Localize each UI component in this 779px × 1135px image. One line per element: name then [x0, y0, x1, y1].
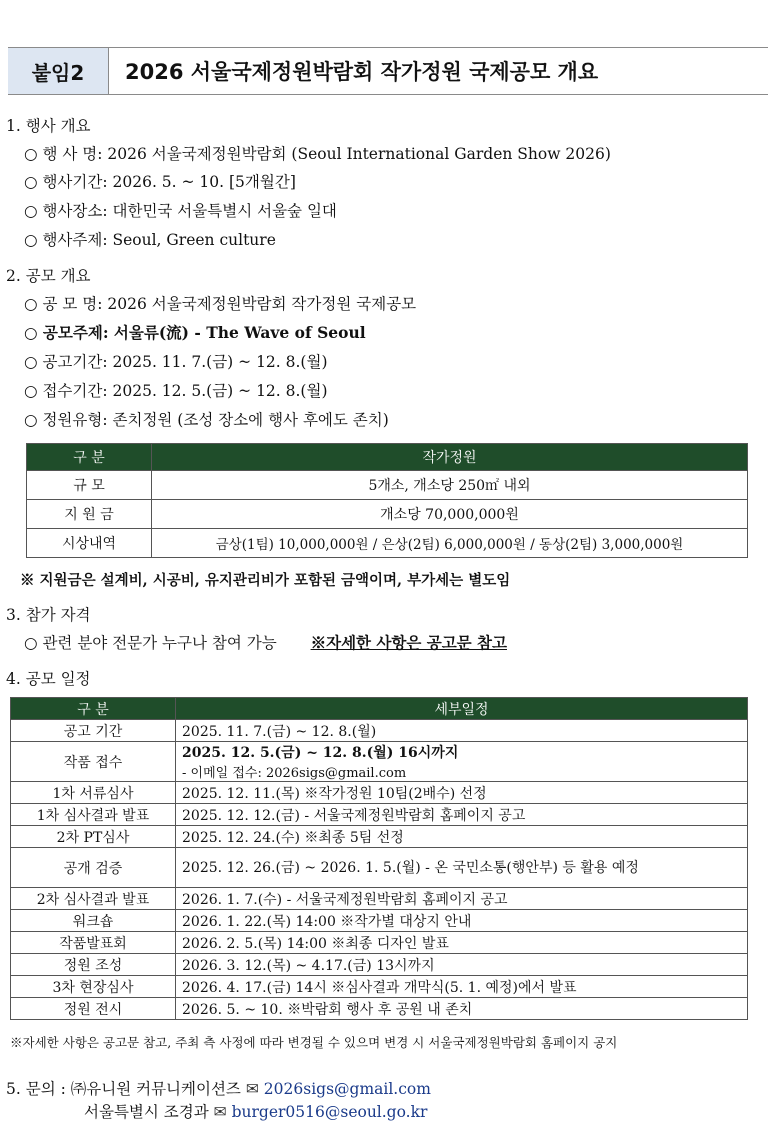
table-cell: 시상내역	[27, 529, 152, 558]
table-cell: 2026. 2. 5.(목) 14:00 ※최종 디자인 발표	[176, 932, 748, 954]
s1-item: ○ 행사장소: 대한민국 서울특별시 서울숲 일대	[24, 202, 337, 220]
contact-label: 5. 문의 :	[6, 1080, 66, 1098]
table-cell: 개소당 70,000,000원	[152, 500, 748, 529]
s2-item: ○ 공고기간: 2025. 11. 7.(금) ~ 12. 8.(월)	[24, 353, 328, 371]
contact-email-link[interactable]: 2026sigs@gmail.com	[263, 1080, 431, 1098]
s2-item: ○ 정원유형: 존치정원 (조성 장소에 행사 후에도 존치)	[24, 411, 389, 429]
table-cell: 정원 전시	[11, 998, 176, 1020]
table-cell: 작품발표회	[11, 932, 176, 954]
s2-item-theme: ○ 공모주제: 서울류(流) - The Wave of Seoul	[24, 323, 366, 342]
table-cell: 규 모	[27, 471, 152, 500]
s2-item: ○ 공 모 명: 2026 서울국제정원박람회 작가정원 국제공모	[24, 295, 417, 313]
s1-item: ○ 행사주제: Seoul, Green culture	[24, 231, 276, 249]
table-cell: 2025. 12. 12.(금) - 서울국제정원박람회 홈페이지 공고	[176, 804, 748, 826]
schedule-subline: - 이메일 접수: 2026sigs@gmail.com	[182, 766, 407, 781]
envelope-icon: ✉	[213, 1103, 227, 1121]
overview-table	[26, 443, 748, 558]
table-cell: 1차 서류심사	[11, 782, 176, 804]
table-cell: 2025. 12. 24.(수) ※최종 5팀 선정	[176, 826, 748, 848]
table-cell: 2차 PT심사	[11, 826, 176, 848]
table-cell: 5개소, 개소당 250㎡ 내외	[152, 471, 748, 500]
table-cell: 공개 검증	[11, 848, 176, 888]
notice-reference: ※자세한 사항은 공고문 참고	[310, 633, 507, 652]
s2-item: ○ 접수기간: 2025. 12. 5.(금) ~ 12. 8.(월)	[24, 382, 328, 400]
section-3-heading: 3. 참가 자격	[6, 606, 91, 624]
page-title: 2026 서울국제정원박람회 작가정원 국제공모 개요	[125, 60, 599, 84]
table-cell: 1차 심사결과 발표	[11, 804, 176, 826]
funding-note: ※ 지원금은 설계비, 시공비, 유지관리비가 포함된 금액이며, 부가세는 별도임	[20, 572, 511, 589]
table-cell: 2026. 1. 7.(수) - 서울국제정원박람회 홈페이지 공고	[176, 888, 748, 910]
table-cell: 3차 현장심사	[11, 976, 176, 998]
table-cell: 금상(1팀) 10,000,000원 / 은상(2팀) 6,000,000원 / 동상(2팀) 3,000,000원	[152, 529, 748, 558]
schedule-line: 2025. 12. 5.(금) ~ 12. 8.(월) 16시까지	[182, 745, 459, 761]
table-header: 작가정원	[152, 444, 748, 471]
table-cell: 2026. 3. 12.(목) ~ 4.17.(금) 13시까지	[176, 954, 748, 976]
table-cell: 2차 심사결과 발표	[11, 888, 176, 910]
s3-item	[24, 631, 507, 653]
table-cell: 2025. 12. 11.(목) ※작가정원 10팀(2배수) 선정	[176, 782, 748, 804]
schedule-note: ※자세한 사항은 공고문 참고, 주최 측 사정에 따라 변경될 수 있으며 변경 시 서울국제정원박람회 홈페이지 공지	[10, 1035, 618, 1050]
s1-item: ○ 행 사 명: 2026 서울국제정원박람회 (Seoul International Garden Show 2026)	[24, 145, 611, 163]
s1-item: ○ 행사기간: 2026. 5. ~ 10. [5개월간]	[24, 173, 296, 191]
document-header	[8, 47, 768, 95]
table-cell: 워크숍	[11, 910, 176, 932]
table-cell: 지 원 금	[27, 500, 152, 529]
contact-org: 서울특별시 조경과	[84, 1103, 209, 1121]
table-cell	[176, 742, 748, 782]
table-cell: 공고 기간	[11, 720, 176, 742]
table-header: 구 분	[27, 444, 152, 471]
contact-line-2	[84, 1100, 427, 1122]
schedule-table	[10, 697, 748, 1020]
attachment-tag: 붙임2	[8, 48, 109, 94]
table-cell: 2025. 12. 26.(금) ~ 2026. 1. 5.(월) - 온 국민소통(행안부) 등 활용 예정	[176, 848, 748, 888]
table-cell: 작품 접수	[11, 742, 176, 782]
section-1-heading: 1. 행사 개요	[6, 117, 91, 135]
table-cell: 2026. 1. 22.(목) 14:00 ※작가별 대상지 안내	[176, 910, 748, 932]
table-header: 구 분	[11, 698, 176, 720]
section-4-heading: 4. 공모 일정	[6, 670, 91, 688]
contact-email-link[interactable]: burger0516@seoul.go.kr	[231, 1103, 428, 1121]
contact-org: ㈜유니원 커뮤니케이션즈	[70, 1080, 241, 1098]
table-cell: 2026. 5. ~ 10. ※박람회 행사 후 공원 내 존치	[176, 998, 748, 1020]
table-cell: 정원 조성	[11, 954, 176, 976]
contact-line-1	[6, 1077, 431, 1099]
table-header: 세부일정	[176, 698, 748, 720]
section-2-heading: 2. 공모 개요	[6, 267, 91, 285]
table-cell: 2026. 4. 17.(금) 14시 ※심사결과 개막식(5. 1. 예정)에서 발표	[176, 976, 748, 998]
table-cell: 2025. 11. 7.(금) ~ 12. 8.(월)	[176, 720, 748, 742]
s3-item-text: ○ 관련 분야 전문가 누구나 참여 가능	[24, 634, 277, 652]
envelope-icon: ✉	[245, 1080, 259, 1098]
